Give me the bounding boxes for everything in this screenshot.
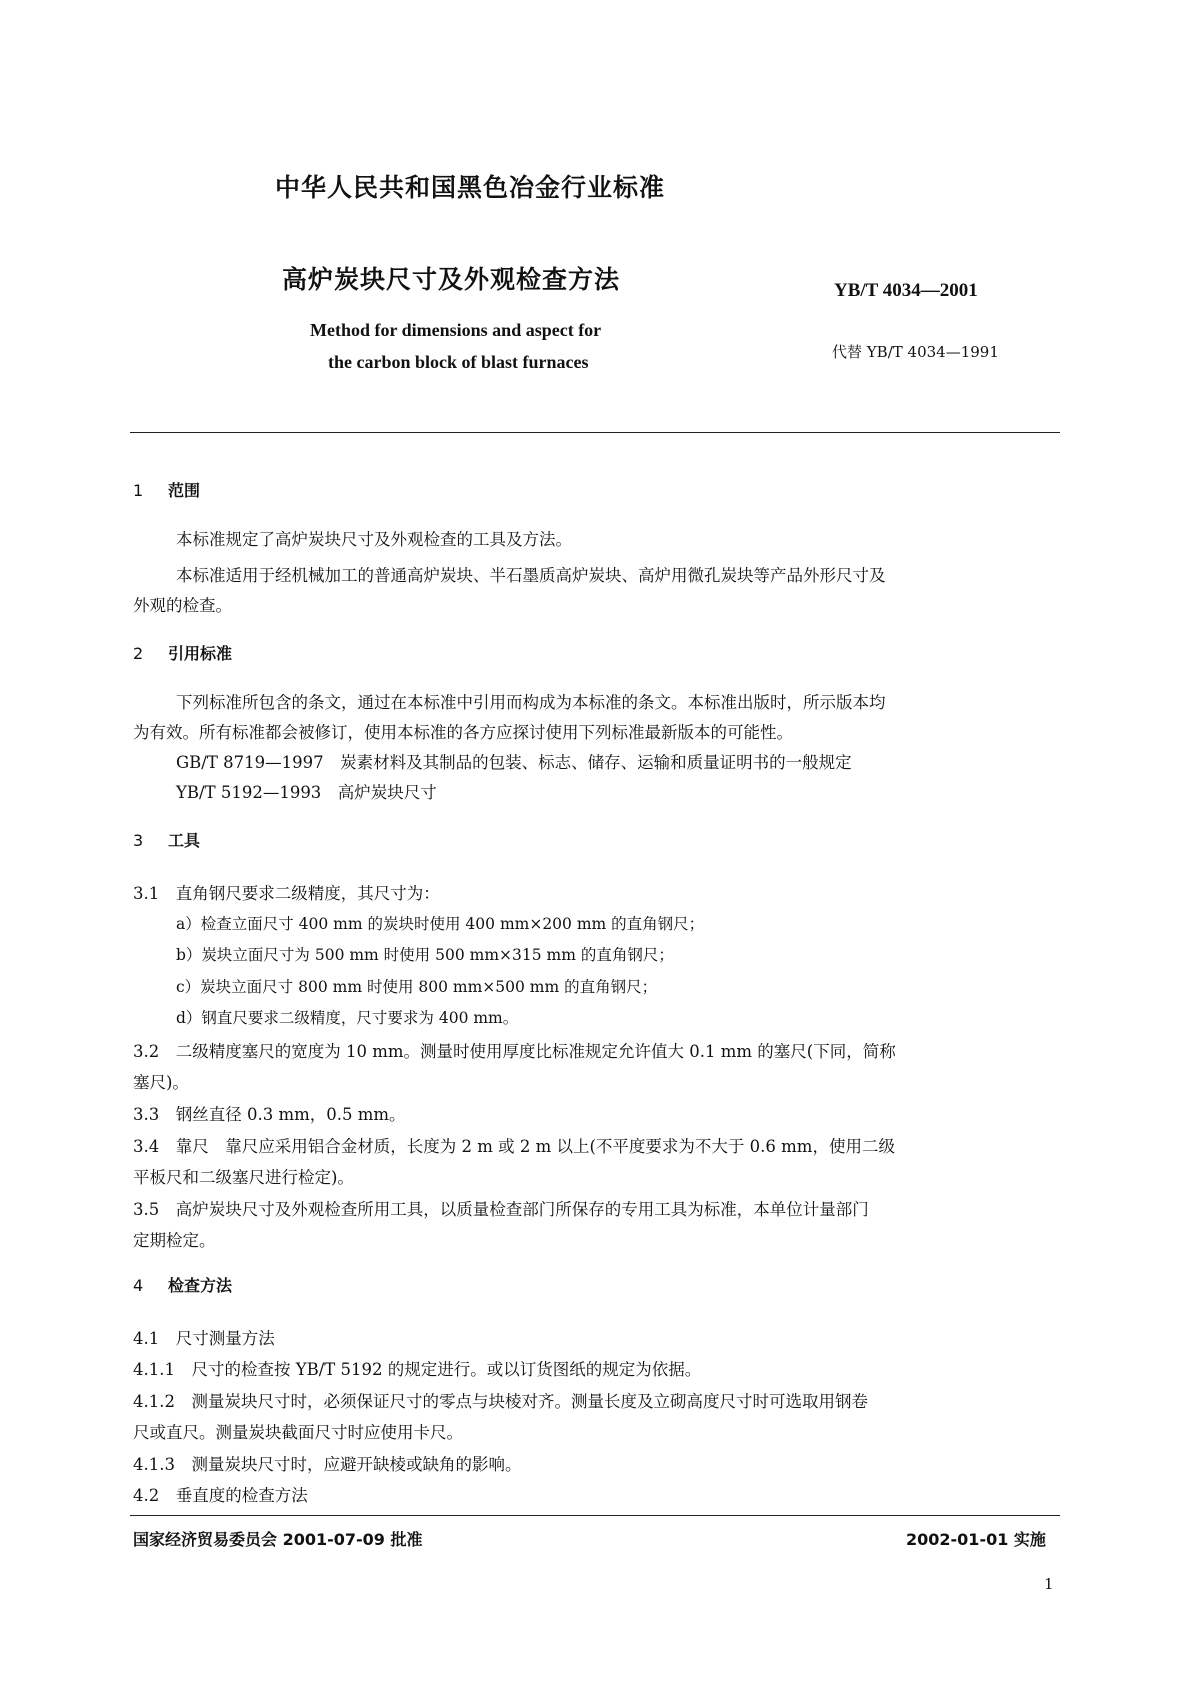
- clause-3-2-line-2: 塞尺)。: [133, 1073, 189, 1092]
- clause-3-1: 3.1 直角钢尺要求二级精度，其尺寸为：: [133, 884, 440, 903]
- issuing-body-heading: 中华人民共和国黑色冶金行业标准: [275, 173, 666, 202]
- clause-3-1-item-d: d）钢直尺要求二级精度，尺寸要求为 400 mm。: [176, 1009, 519, 1027]
- section-number: 1: [133, 481, 144, 500]
- clause-3-5-line-1: 3.5 高炉炭块尺寸及外观检查所用工具，以质量检查部门所保存的专用工具为标准，本单位计量部门: [133, 1200, 869, 1219]
- clause-4-1-3: 4.1.3 测量炭块尺寸时，应避开缺棱或缺角的影响。: [133, 1455, 522, 1474]
- clause-4-1: 4.1 尺寸测量方法: [133, 1329, 275, 1348]
- clause-4-2: 4.2 垂直度的检查方法: [133, 1486, 308, 1505]
- clause-3-3: 3.3 钢丝直径 0.3 mm，0.5 mm。: [133, 1105, 406, 1124]
- header-divider: [130, 432, 1060, 433]
- section-title: 引用标准: [168, 644, 233, 663]
- section-2-paragraph-line-2: 为有效。所有标准都会被修订，使用本标准的各方应探讨使用下列标准最新版本的可能性。: [133, 723, 793, 742]
- clause-3-2-line-1: 3.2 二级精度塞尺的宽度为 10 mm。测量时使用厚度比标准规定允许值大 0.1 mm 的塞尺(下同，简称: [133, 1042, 896, 1061]
- section-1-heading: [133, 478, 200, 501]
- clause-3-1-item-c: c）炭块立面尺寸 800 mm 时使用 800 mm×500 mm 的直角钢尺；: [176, 978, 658, 996]
- section-2-heading: [133, 641, 232, 664]
- clause-3-5-line-2: 定期检定。: [133, 1231, 216, 1250]
- section-number: 2: [133, 644, 144, 663]
- page-number: 1: [1044, 1575, 1054, 1593]
- reference-standard-1: GB/T 8719—1997 炭素材料及其制品的包装、标志、储存、运输和质量证明书的一般规定: [176, 753, 852, 772]
- section-4-heading: [133, 1273, 232, 1296]
- section-number: 4: [133, 1276, 144, 1295]
- document-title-cn: 高炉炭块尺寸及外观检查方法: [282, 265, 621, 294]
- replaces-standard: 代替 YB/T 4034—1991: [832, 343, 999, 361]
- standard-code: [834, 279, 978, 302]
- clause-4-1-1: 4.1.1 尺寸的检查按 YB/T 5192 的规定进行。或以订货图纸的规定为依据。: [133, 1360, 702, 1379]
- clause-4-1-2-line-2: 尺或直尺。测量炭块截面尺寸时应使用卡尺。: [133, 1423, 463, 1442]
- clause-3-4-line-1: 3.4 靠尺 靠尺应采用铝合金材质，长度为 2 m 或 2 m 以上(不平度要求为不大于 0.6 mm，使用二级: [133, 1137, 895, 1156]
- clause-4-1-2-line-1: 4.1.2 测量炭块尺寸时，必须保证尺寸的零点与块棱对齐。测量长度及立砌高度尺寸时可选取用钢卷: [133, 1392, 868, 1411]
- section-2-paragraph-line-1: 下列标准所包含的条文，通过在本标准中引用而构成为本标准的条文。本标准出版时，所示版本均: [176, 693, 886, 712]
- document-title-en-line2: the carbon block of blast furnaces: [328, 352, 589, 372]
- clause-3-1-item-b: b）炭块立面尺寸为 500 mm 时使用 500 mm×315 mm 的直角钢尺；: [176, 946, 674, 964]
- section-1-paragraph-2-line-1: 本标准适用于经机械加工的普通高炉炭块、半石墨质高炉炭块、高炉用微孔炭块等产品外形尺寸及: [176, 566, 886, 585]
- approval-date: 国家经济贸易委员会 2001-07-09 批准: [133, 1530, 423, 1549]
- effective-date: 2002-01-01 实施: [906, 1530, 1046, 1549]
- section-title: 工具: [168, 831, 201, 850]
- standard-code-text: YB/T 4034—2001: [834, 280, 978, 301]
- section-1-paragraph-1: 本标准规定了高炉炭块尺寸及外观检查的工具及方法。: [176, 530, 572, 549]
- section-1-paragraph-2-line-2: 外观的检查。: [133, 596, 232, 615]
- clause-3-4-line-2: 平板尺和二级塞尺进行检定)。: [133, 1168, 354, 1187]
- clause-3-1-item-a: a）检查立面尺寸 400 mm 的炭块时使用 400 mm×200 mm 的直角钢尺；: [176, 915, 705, 933]
- section-3-heading: [133, 828, 200, 851]
- section-number: 3: [133, 831, 144, 850]
- document-title-en-line1: Method for dimensions and aspect for: [310, 320, 602, 340]
- reference-standard-2: YB/T 5192—1993 高炉炭块尺寸: [176, 783, 437, 802]
- section-title: 范围: [168, 481, 201, 500]
- footer-divider: [130, 1515, 1060, 1516]
- section-title: 检查方法: [168, 1276, 233, 1295]
